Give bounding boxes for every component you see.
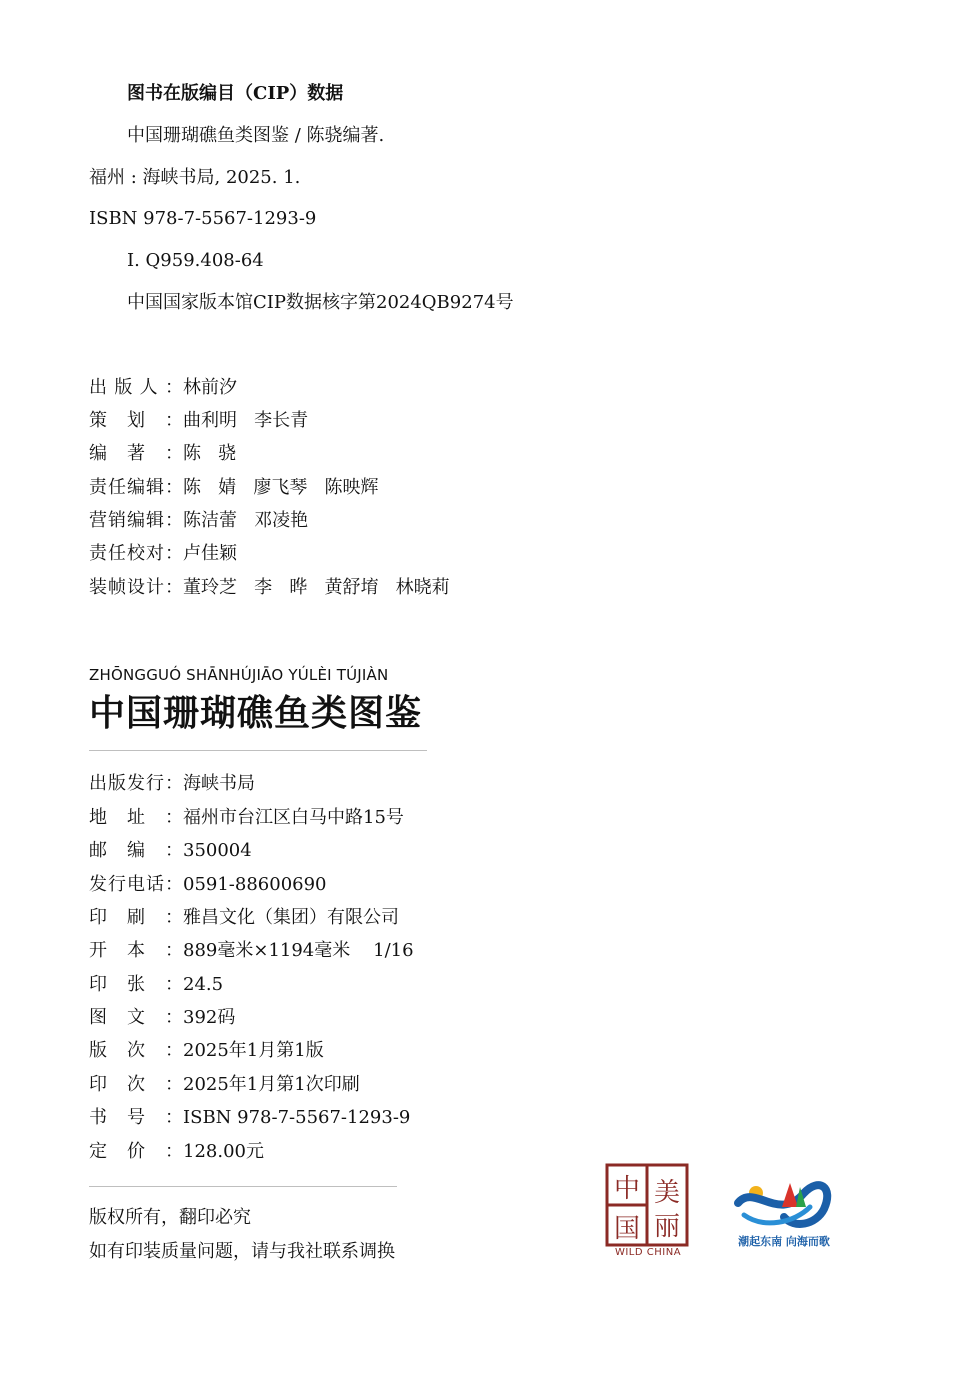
rights-line-2: 如有印装质量问题，请与我社联系调换	[89, 1241, 395, 1262]
pub-label: 定价：	[89, 1141, 183, 1162]
credit-value: 陈 骁	[183, 443, 237, 464]
cip-line-record: 中国国家版本馆CIP数据核字第2024QB9274号	[127, 292, 514, 313]
book-pinyin: ZHŌNGGUÓ SHĀNHÚJIĀO YÚLÈI TÚJIÀN	[89, 666, 389, 684]
pub-label: 书号：	[89, 1107, 183, 1128]
pub-label: 开本：	[89, 940, 183, 961]
wave-sail-icon	[724, 1163, 844, 1241]
cip-line-publisher: 福州 : 海峡书局, 2025. 1.	[89, 167, 301, 188]
pub-row	[89, 1141, 264, 1163]
rights-divider	[89, 1186, 397, 1187]
cip-line-title: 中国珊瑚礁鱼类图鉴 / 陈骁编著.	[127, 125, 385, 146]
credit-row	[89, 543, 237, 565]
pub-label: 印次：	[89, 1074, 183, 1095]
credit-value: 董玲芝 李 晔 黄舒堉 林晓莉	[183, 577, 450, 598]
pub-value: 889毫米×1194毫米 1/16	[183, 940, 414, 961]
title-divider	[89, 750, 427, 751]
pub-value: 350004	[183, 840, 252, 861]
pub-row	[89, 974, 223, 996]
pub-value: 24.5	[183, 974, 224, 995]
pub-label: 图文：	[89, 1007, 183, 1028]
pub-row	[89, 1107, 410, 1129]
cip-line-class: Ⅰ. Q959.408-64	[127, 250, 264, 271]
pub-label: 邮编：	[89, 840, 183, 861]
pub-row	[89, 773, 255, 795]
pub-value: 福州市台江区白马中路15号	[183, 807, 404, 828]
pub-value: 392码	[183, 1007, 236, 1028]
pub-value: 雅昌文化（集团）有限公司	[183, 907, 399, 928]
credit-label: 装帧设计：	[89, 577, 183, 598]
pub-value: 2025年1月第1次印刷	[183, 1074, 360, 1095]
credit-row	[89, 410, 308, 432]
credit-row	[89, 477, 379, 499]
pub-value: ISBN 978-7-5567-1293-9	[183, 1107, 411, 1128]
pub-value: 2025年1月第1版	[183, 1040, 324, 1061]
pub-label: 发行电话：	[89, 874, 183, 895]
credit-label: 编著：	[89, 443, 183, 464]
wild-china-logo	[605, 1163, 691, 1263]
svg-text:中: 中	[613, 1174, 641, 1204]
pub-label: 印张：	[89, 974, 183, 995]
sea-logo-caption: 潮起东南 向海而歌	[738, 1235, 830, 1248]
pub-row	[89, 940, 414, 962]
pub-row	[89, 1074, 360, 1096]
wild-china-caption: WILD CHINA	[614, 1247, 682, 1258]
pub-row	[89, 1007, 235, 1029]
svg-text:国: 国	[613, 1214, 641, 1244]
pub-label: 版次：	[89, 1040, 183, 1061]
credit-row	[89, 377, 237, 399]
pub-value: 0591-88600690	[183, 874, 327, 895]
pub-row	[89, 874, 327, 896]
book-title: 中国珊瑚礁鱼类图鉴	[89, 693, 423, 734]
credit-row	[89, 577, 450, 599]
pub-label: 地址：	[89, 807, 183, 828]
sea-event-logo	[724, 1163, 844, 1263]
cip-heading: 图书在版编目（CIP）数据	[127, 83, 344, 104]
pub-row	[89, 840, 252, 862]
credit-label: 责任校对：	[89, 543, 183, 564]
credit-value: 卢佳颖	[183, 543, 237, 564]
svg-text:美: 美	[653, 1178, 681, 1208]
credit-label: 出版人：	[89, 377, 183, 398]
credit-label: 策划：	[89, 410, 183, 431]
credit-value: 陈洁蕾 邓凌艳	[183, 510, 309, 531]
pub-row	[89, 807, 404, 829]
credit-value: 曲利明 李长青	[183, 410, 309, 431]
pub-label: 印刷：	[89, 907, 183, 928]
pub-label: 出版发行：	[89, 773, 183, 794]
credit-row	[89, 443, 236, 465]
svg-text:丽: 丽	[653, 1212, 681, 1242]
pub-value: 128.00元	[183, 1141, 264, 1162]
credit-label: 营销编辑：	[89, 510, 183, 531]
pub-row	[89, 907, 399, 929]
credit-row	[89, 510, 308, 532]
cip-line-isbn: ISBN 978-7-5567-1293-9	[89, 208, 317, 229]
credit-value: 陈 婧 廖飞琴 陈映辉	[183, 477, 379, 498]
credit-label: 责任编辑：	[89, 477, 183, 498]
credit-value: 林前汐	[183, 377, 237, 398]
pub-value: 海峡书局	[183, 773, 255, 794]
pub-row	[89, 1040, 324, 1062]
rights-line-1: 版权所有，翻印必究	[89, 1207, 251, 1228]
